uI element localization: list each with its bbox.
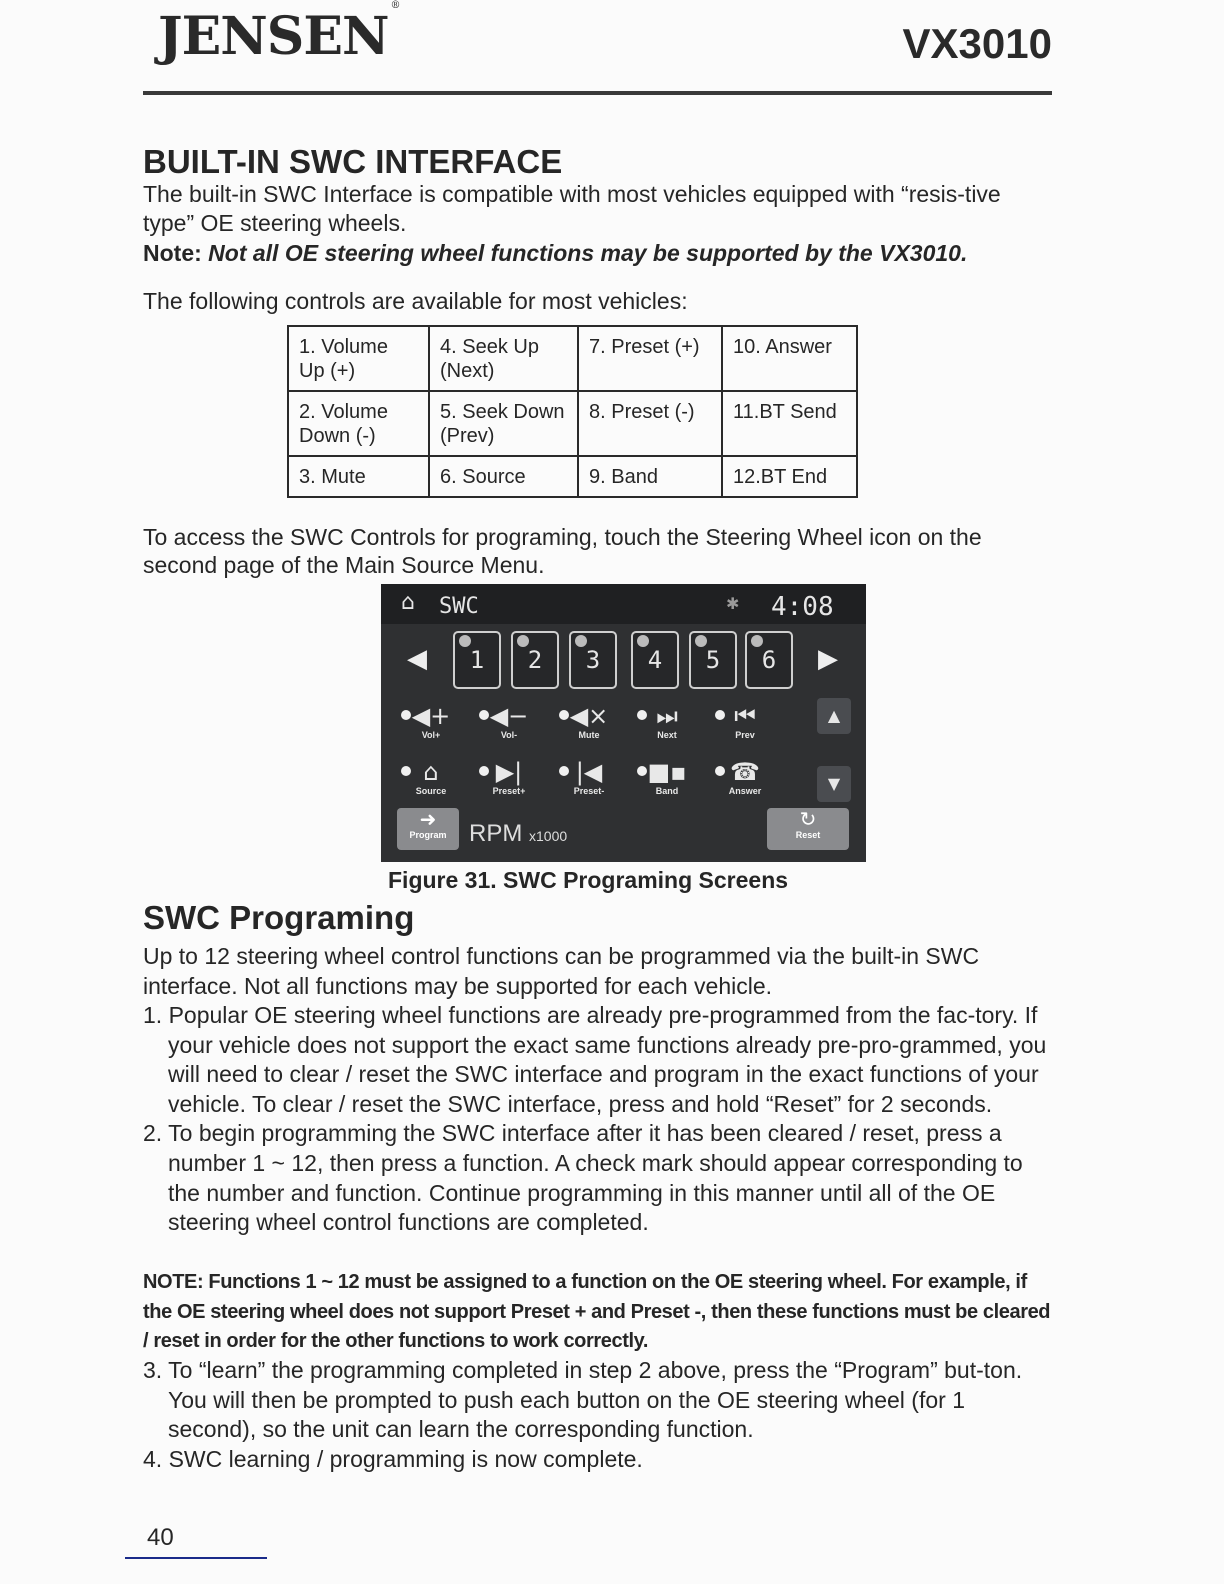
select-dot (401, 766, 411, 776)
screen-clock: 4:08 (771, 592, 834, 622)
model-number: VX3010 (902, 20, 1052, 67)
controls-table (287, 325, 858, 498)
note-line (143, 239, 1053, 268)
table-cell: 8. Preset (-) (578, 391, 722, 456)
select-dot (715, 710, 725, 720)
volume-down-icon: ◀− (489, 702, 529, 730)
select-dot (559, 766, 569, 776)
answer-icon: ☎ (730, 758, 760, 786)
fn-vol-up-button[interactable] (403, 702, 459, 748)
fn-preset-down-button[interactable] (561, 758, 617, 804)
gauge-unit: x1000 (529, 828, 568, 844)
select-dot (401, 710, 411, 720)
check-icon (751, 635, 763, 647)
fn-mute-button[interactable] (561, 702, 617, 748)
number-button-5[interactable] (689, 631, 737, 689)
programing-intro: Up to 12 steering wheel control functions can be programmed via the built-in SWC interface. Not all functions may be supported for each vehicle. (143, 943, 980, 999)
reset-button[interactable] (767, 808, 849, 850)
section-title: BUILT-IN SWC INTERFACE (143, 143, 563, 180)
reset-label: Reset (795, 830, 821, 840)
fn-next-button[interactable] (639, 702, 695, 748)
section-title-2: SWC Programing (143, 899, 415, 936)
table-cell: 11.BT Send (722, 391, 857, 456)
note-text: Not all OE steering wheel functions may be supported by the VX3010. (208, 240, 968, 266)
program-label: Program (409, 830, 447, 840)
list-item: 4. SWC learning / programming is now complete. (143, 1445, 643, 1472)
note-label: Note: (143, 240, 202, 266)
bluetooth-icon: ✱ (726, 594, 740, 613)
band-icon: ■▪ (647, 758, 687, 786)
table-cell: 1. Volume Up (+) (288, 326, 429, 391)
number-button-6[interactable] (745, 631, 793, 689)
table-row (288, 391, 857, 456)
table-cell: 2. Volume Down (-) (288, 391, 429, 456)
figure-caption: Figure 31. SWC Programing Screens (388, 867, 789, 893)
fn-answer-button[interactable] (717, 758, 773, 804)
select-dot (715, 766, 725, 776)
home-icon[interactable]: ⌂ (401, 590, 415, 615)
select-dot (479, 710, 489, 720)
number-label: 3 (585, 646, 601, 674)
preset-up-icon: ▶| (495, 758, 523, 786)
number-label: 1 (469, 646, 485, 674)
screen-title: SWC (439, 594, 479, 619)
fn-label: Band (655, 786, 679, 796)
number-button-1[interactable] (453, 631, 501, 689)
program-icon: ➜ (419, 807, 437, 831)
fn-label: Vol+ (421, 730, 441, 740)
select-dot (479, 766, 489, 776)
registered-mark: ® (390, 0, 400, 11)
prev-icon: ⏮ (734, 702, 756, 730)
check-icon (517, 635, 529, 647)
list-item: 2. To begin programming the SWC interface after it has been cleared / reset, press a number 1 ~ 12, then press a function. A check mark should appear corresponding to the number and function. Continue programming in this manner until all of the OE steering wheel control functions are completed. (143, 1120, 1023, 1236)
number-label: 5 (705, 646, 721, 674)
up-arrow-icon: ▲ (827, 706, 841, 725)
fn-label: Next (657, 730, 677, 740)
list-item: 1. Popular OE steering wheel functions are already pre-programmed from the fac-tory. If your vehicle does not support the exact same functions already pre-pro-grammed, you will need to clear / reset the SWC interface and program in the exact functions of your vehicle. To clear / reset the SWC interface, press and hold “Reset” for 2 seconds. (143, 1002, 1047, 1117)
fn-preset-up-button[interactable] (481, 758, 537, 804)
fn-label: Preset+ (492, 786, 526, 796)
check-icon (459, 635, 471, 647)
table-row (288, 326, 857, 391)
fn-label: Prev (735, 730, 755, 740)
table-cell: 9. Band (578, 456, 722, 497)
select-dot (559, 710, 569, 720)
table-cell: 12.BT End (722, 456, 857, 497)
down-arrow-icon: ▼ (827, 774, 841, 793)
access-paragraph: To access the SWC Controls for programing, touch the Steering Wheel icon on the second page of the Main Source Menu. (143, 524, 982, 578)
program-button[interactable] (397, 808, 459, 850)
table-cell: 6. Source (429, 456, 578, 497)
preset-down-icon: |◀ (575, 758, 603, 786)
table-row (288, 456, 857, 497)
scroll-up-button[interactable] (817, 698, 851, 734)
fn-label: Source (415, 786, 447, 796)
mute-icon: ◀× (569, 702, 609, 730)
fn-label: Mute (578, 730, 600, 740)
gauge-text: RPM (469, 820, 523, 847)
programing-note: NOTE: Functions 1 ~ 12 must be assigned to a function on the OE steering wheel. For example, if the OE steering wheel does not support Preset + and Preset -, then these functions must be cleared / reset in order for the other functions to work correctly. (143, 1271, 1051, 1353)
check-icon (637, 635, 649, 647)
number-button-3[interactable] (569, 631, 617, 689)
select-dot (637, 766, 647, 776)
number-label: 2 (527, 646, 543, 674)
source-icon: ⌂ (423, 758, 439, 786)
gauge-background-text (469, 820, 567, 848)
swc-screen-figure (381, 584, 866, 862)
fn-band-button[interactable] (639, 758, 695, 804)
fn-prev-button[interactable] (717, 702, 773, 748)
steps-list-a (143, 1001, 1055, 1238)
fn-label: Vol- (500, 730, 518, 740)
brand-name: JENSEN (158, 6, 389, 67)
fn-label: Answer (728, 786, 762, 796)
table-cell: 3. Mute (288, 456, 429, 497)
select-dot (637, 710, 647, 720)
brand-logo (158, 0, 400, 67)
check-icon (575, 635, 587, 647)
header-rule (143, 91, 1052, 95)
reset-icon: ↻ (799, 807, 817, 831)
page-right-arrow-icon[interactable]: ▶ (818, 644, 838, 674)
number-button-2[interactable] (511, 631, 559, 689)
scroll-down-button[interactable] (817, 766, 851, 802)
number-label: 4 (647, 646, 663, 674)
number-button-4[interactable] (631, 631, 679, 689)
page-number: 40 (147, 1524, 174, 1551)
steps-list-b (143, 1356, 1055, 1474)
table-cell: 4. Seek Up (Next) (429, 326, 578, 391)
table-cell: 10. Answer (722, 326, 857, 391)
table-cell: 7. Preset (+) (578, 326, 722, 391)
list-intro: The following controls are available for most vehicles: (143, 288, 688, 314)
list-item: 3. To “learn” the programming completed in step 2 above, press the “Program” but-ton. You will then be prompted to push each button on the OE steering wheel (for 1 second), so the unit can learn the corresponding function. (143, 1357, 1023, 1443)
next-icon: ⏭ (656, 702, 678, 730)
page-footer-line (125, 1557, 267, 1559)
intro-paragraph: The built-in SWC Interface is compatible with most vehicles equipped with “resis-tive type” OE steering wheels. (143, 181, 1001, 236)
fn-vol-down-button[interactable] (481, 702, 537, 748)
number-label: 6 (761, 646, 777, 674)
check-icon (695, 635, 707, 647)
volume-up-icon: ◀+ (411, 702, 451, 730)
fn-label: Preset- (573, 786, 605, 796)
page-left-arrow-icon[interactable]: ◀ (407, 644, 427, 674)
table-cell: 5. Seek Down (Prev) (429, 391, 578, 456)
fn-source-button[interactable] (403, 758, 459, 804)
